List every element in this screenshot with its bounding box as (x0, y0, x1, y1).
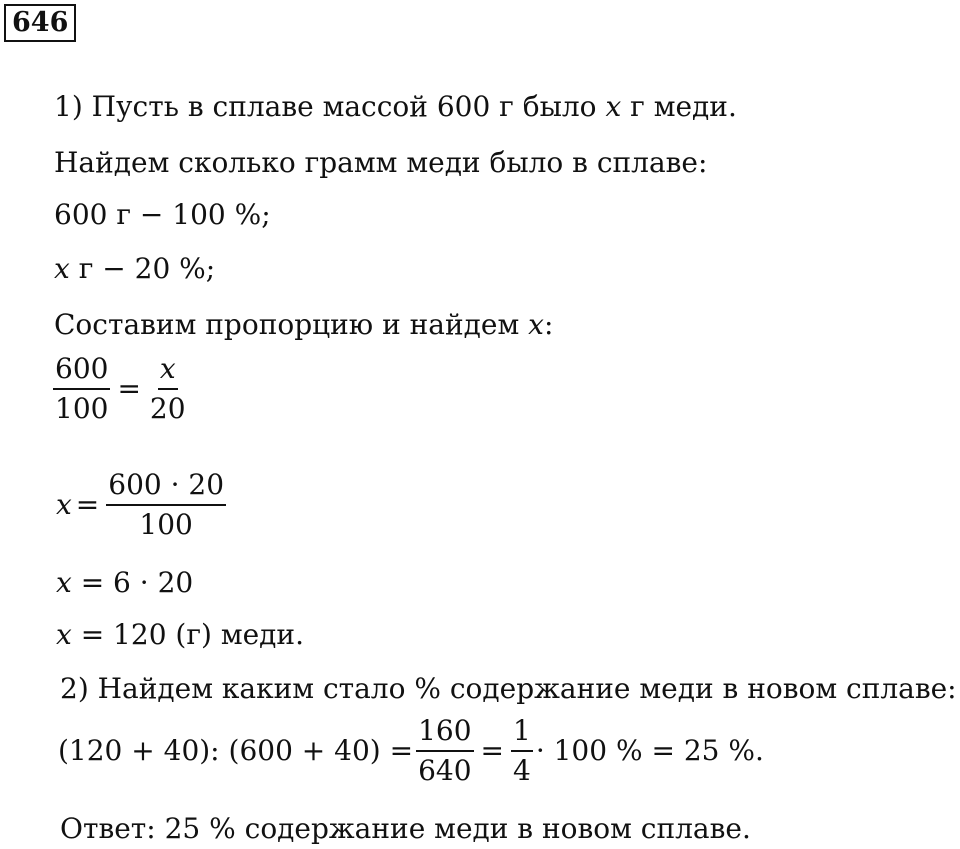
step1-line1 (54, 90, 737, 124)
answer: Ответ: 25 % содержание меди в новом сплаве. (60, 812, 751, 845)
text: Составим пропорцию и найдем (54, 308, 529, 341)
step2-expression (58, 716, 764, 786)
problem-number: 646 (4, 4, 76, 42)
fraction-left (53, 354, 110, 424)
denominator: 20 (149, 392, 186, 425)
proportion (50, 354, 191, 424)
fraction-1 (416, 716, 473, 786)
variable-x: x (56, 566, 72, 599)
numerator: 600 (53, 354, 110, 390)
text: = 120 (г) меди. (71, 618, 304, 651)
numerator: 1 (511, 716, 533, 752)
step2-heading: 2) Найдем каким стало % содержание меди в новом сплаве: (60, 672, 957, 705)
numerator: 600 · 20 (106, 470, 226, 506)
equals-sign: = (75, 488, 100, 521)
text: = 6 · 20 (71, 566, 194, 599)
variable-x: x (54, 252, 70, 285)
text: 1) Пусть в сплаве массой 600 г было (54, 90, 606, 123)
variable-x: x (528, 308, 544, 341)
variable-x: x (56, 488, 72, 521)
calc3 (56, 618, 304, 652)
fraction-right (148, 354, 188, 424)
text: · 100 % = 25 %. (535, 734, 764, 767)
equals-sign: = (117, 372, 141, 405)
denominator: 100 (139, 508, 193, 541)
text: г − 20 %; (69, 252, 216, 285)
numerator: x (158, 354, 178, 390)
fraction-2 (511, 716, 533, 786)
denominator: 4 (512, 754, 531, 787)
text: : (543, 308, 554, 341)
step1-line5 (54, 308, 553, 342)
variable-x: x (605, 90, 622, 123)
step1-line4 (54, 252, 215, 286)
variable-x: x (56, 618, 72, 651)
denominator: 640 (418, 754, 472, 787)
step1-line2: Найдем сколько грамм меди было в сплаве: (54, 146, 708, 179)
fraction (106, 470, 226, 540)
text: г меди. (621, 90, 737, 123)
text: (120 + 40): (600 + 40) = (58, 734, 414, 767)
numerator: 160 (416, 716, 473, 752)
calc1 (56, 470, 229, 540)
denominator: 100 (55, 392, 109, 425)
calc2 (56, 566, 193, 600)
equals-sign: = (480, 734, 504, 767)
step1-line3: 600 г − 100 %; (54, 198, 271, 231)
